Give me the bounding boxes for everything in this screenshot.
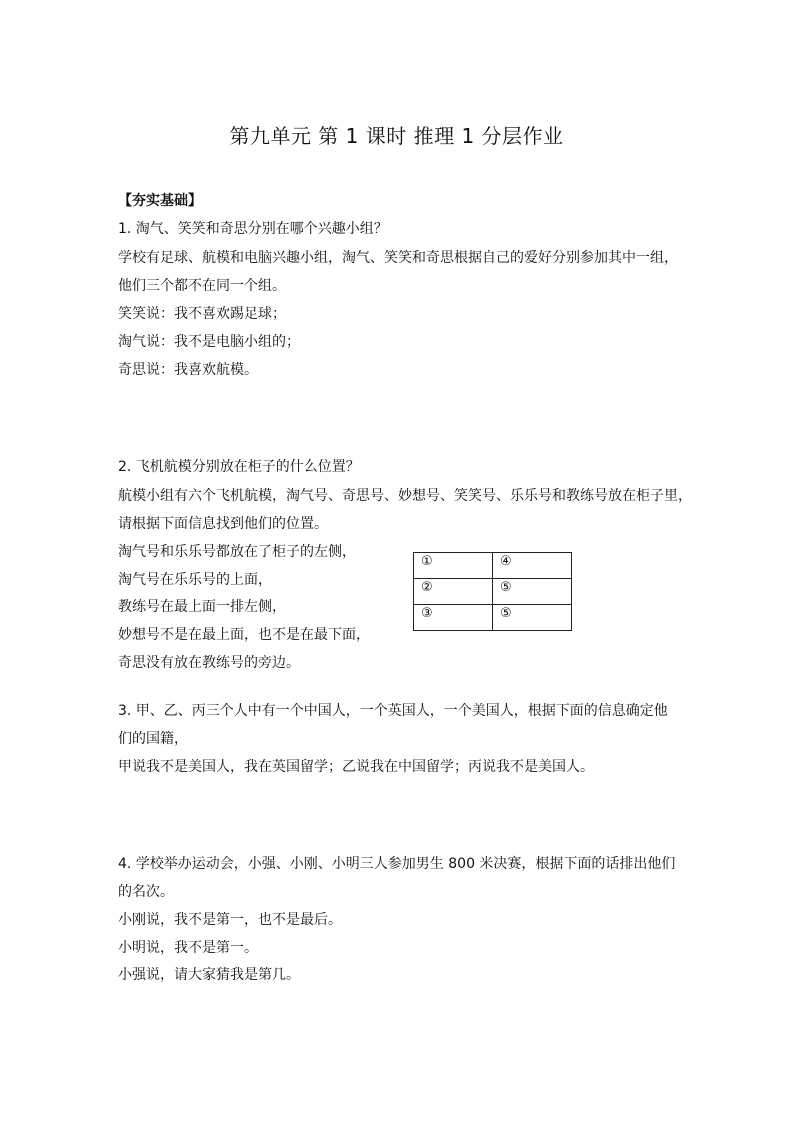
cabinet-cell: ③ (414, 605, 493, 631)
question-2-line: 教练号在最上面一排左侧， (118, 599, 286, 615)
question-2-line: 淘气号在乐乐号的上面， (118, 572, 272, 588)
cabinet-row (414, 579, 572, 605)
question-2-line: 请根据下面信息找到他们的位置。 (118, 516, 328, 532)
question-1-line: 奇思说：我喜欢航模。 (118, 362, 258, 378)
cabinet-cell: ① (414, 553, 493, 579)
cabinet-row (414, 605, 572, 631)
question-4-heading: 4. 学校举办运动会，小强、小刚、小明三人参加男生 800 米决赛，根据下面的话排出他们 (118, 856, 676, 872)
question-3-heading: 3. 甲、乙、丙三个人中有一个中国人，一个英国人，一个美国人，根据下面的信息确定他 (118, 703, 668, 719)
cabinet-row (414, 553, 572, 579)
question-1-heading: 1. 淘气、笑笑和奇思分别在哪个兴趣小组？ (118, 221, 388, 237)
question-4-line: 小明说，我不是第一。 (118, 940, 258, 956)
question-2-line: 淘气号和乐乐号都放在了柜子的左侧， (118, 544, 356, 560)
question-4-line: 小强说，请大家猜我是第几。 (118, 967, 300, 983)
cabinet-cell: ② (414, 579, 493, 605)
cabinet-cell: ⑤ (493, 579, 572, 605)
question-3-line: 甲说我不是美国人，我在英国留学；乙说我在中国留学；丙说我不是美国人。 (118, 759, 594, 775)
question-2-line: 奇思没有放在教练号的旁边。 (118, 655, 300, 671)
cabinet-cell: ④ (493, 553, 572, 579)
question-1-line: 笑笑说：我不喜欢踢足球； (118, 306, 286, 322)
question-4-line: 小刚说，我不是第一，也不是最后。 (118, 912, 342, 928)
question-1-line: 他们三个都不在同一个组。 (118, 278, 286, 294)
question-4-line: 的名次。 (118, 884, 174, 900)
question-2-line: 航模小组有六个飞机航模，淘气号、奇思号、妙想号、笑笑号、乐乐号和教练号放在柜子里， (118, 488, 692, 504)
question-1-line: 淘气说：我不是电脑小组的； (118, 334, 300, 350)
question-1-line: 学校有足球、航模和电脑兴趣小组，淘气、笑笑和奇思根据自己的爱好分别参加其中一组， (118, 250, 678, 266)
section-heading: 【夯实基础】 (118, 193, 202, 209)
question-3-line: 们的国籍， (118, 731, 188, 747)
cabinet-grid (413, 552, 572, 631)
page-title: 第九单元 第 1 课时 推理 1 分层作业 (229, 124, 564, 148)
cabinet-cell: ⑤ (493, 605, 572, 631)
question-2-heading: 2. 飞机航模分别放在柜子的什么位置？ (118, 459, 360, 475)
question-2-line: 妙想号不是在最上面，也不是在最下面， (118, 627, 370, 643)
